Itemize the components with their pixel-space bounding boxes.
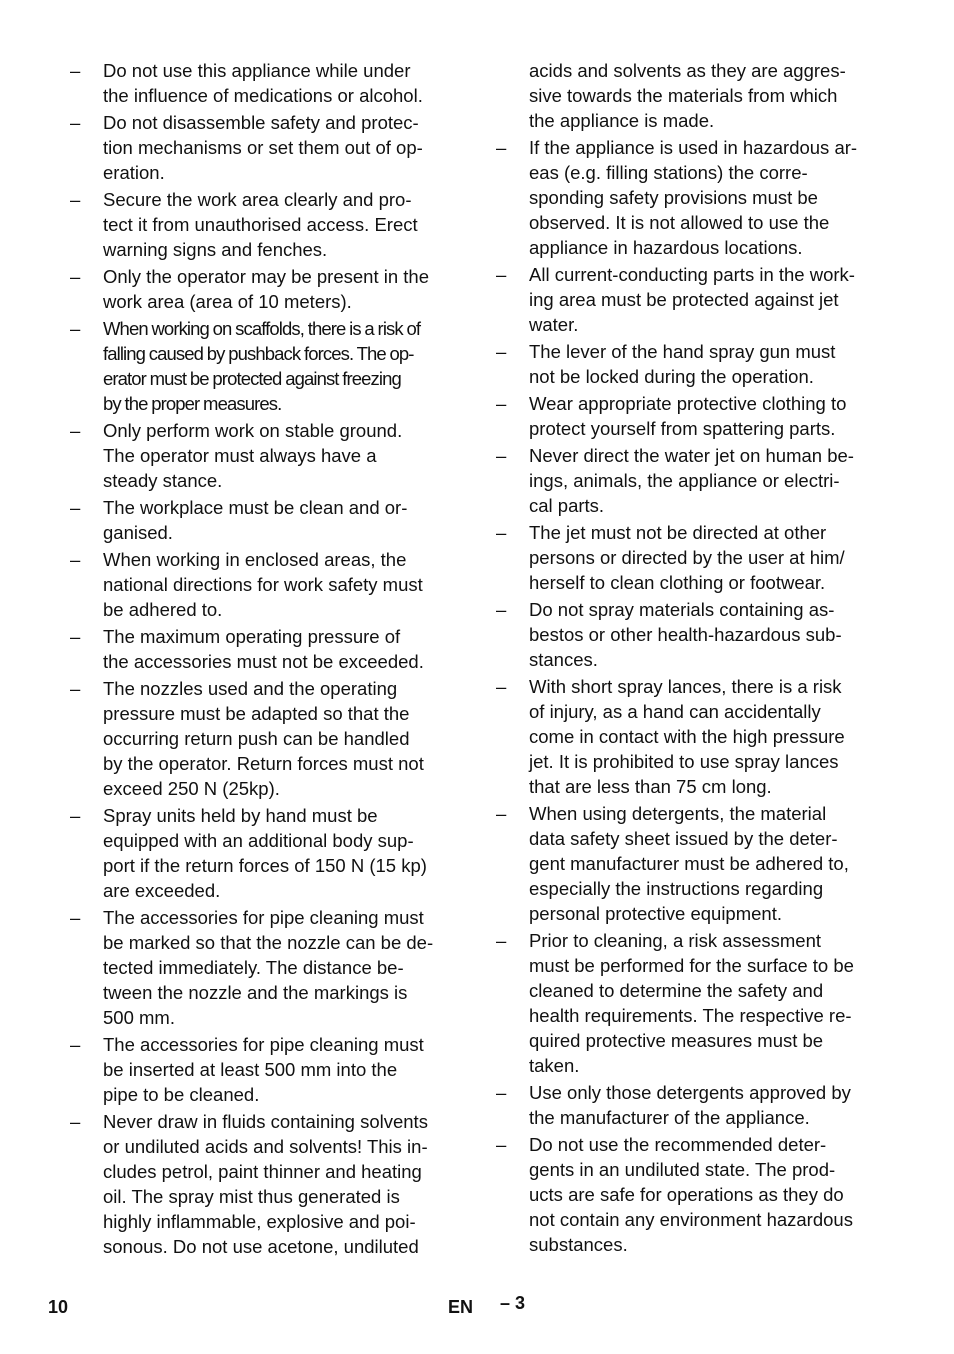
dash-bullet: – <box>496 599 507 620</box>
text-line: tween the nozzle and the markings is <box>103 982 408 1003</box>
dash-bullet: – <box>496 445 507 466</box>
text-line: 500 mm. <box>103 1007 175 1028</box>
text-line: observed. It is not allowed to use the <box>529 212 830 233</box>
bullet-item <box>496 262 896 337</box>
text-line: The maximum operating pressure of <box>103 626 401 647</box>
bullet-item <box>496 1080 896 1130</box>
text-line: are exceeded. <box>103 880 221 901</box>
text-line: tion mechanisms or set them out of op- <box>103 137 423 158</box>
bullet-item <box>496 801 896 926</box>
dash-bullet: – <box>70 420 81 441</box>
dash-bullet: – <box>70 266 81 287</box>
dash-bullet: – <box>496 930 507 951</box>
bullet-item <box>70 803 470 903</box>
text-line: bestos or other health-hazardous sub- <box>529 624 842 645</box>
text-line: substances. <box>529 1234 628 1255</box>
text-line: acids and solvents as they are aggres- <box>529 60 846 81</box>
text-line: Never direct the water jet on human be- <box>529 445 854 466</box>
text-line: The lever of the hand spray gun must <box>529 341 836 362</box>
bullet-item <box>70 1032 470 1107</box>
bullet-item <box>70 58 470 108</box>
dash-bullet: – <box>70 1034 81 1055</box>
text-line: Do not spray materials containing as- <box>529 599 835 620</box>
text-line: The accessories for pipe cleaning must <box>103 1034 424 1055</box>
text-line: health requirements. The respective re- <box>529 1005 852 1026</box>
text-line: Only the operator may be present in the <box>103 266 429 287</box>
bullet-item <box>70 676 470 801</box>
text-line: come in contact with the high pressure <box>529 726 845 747</box>
text-line: of injury, as a hand can accidentally <box>529 701 821 722</box>
dash-bullet: – <box>496 1134 507 1155</box>
bullet-item <box>496 928 896 1078</box>
bullet-item <box>496 391 896 441</box>
text-line: steady stance. <box>103 470 223 491</box>
text-line: not be locked during the operation. <box>529 366 814 387</box>
dash-bullet: – <box>496 393 507 414</box>
text-line: Secure the work area clearly and pro- <box>103 189 412 210</box>
bullet-item <box>70 110 470 185</box>
text-line: the accessories must not be exceeded. <box>103 651 424 672</box>
text-line: sponding safety provisions must be <box>529 187 818 208</box>
dash-bullet: – <box>496 1082 507 1103</box>
text-line: work area (area of 10 meters). <box>103 291 352 312</box>
text-line: cal parts. <box>529 495 605 516</box>
text-line: ings, animals, the appliance or electri- <box>529 470 840 491</box>
dash-bullet: – <box>496 341 507 362</box>
text-line: The operator must always have a <box>103 445 377 466</box>
text-line: water. <box>529 314 579 335</box>
text-line: must be performed for the surface to be <box>529 955 854 976</box>
text-line: erator must be protected against freezing <box>103 368 401 389</box>
text-line: that are less than 75 cm long. <box>529 776 772 797</box>
text-line: tect it from unauthorised access. Erect <box>103 214 418 235</box>
bullet-item <box>496 339 896 389</box>
text-line: the influence of medications or alcohol. <box>103 85 423 106</box>
text-line: When working in enclosed areas, the <box>103 549 407 570</box>
text-line: appliance in hazardous locations. <box>529 237 803 258</box>
text-line: Prior to cleaning, a risk assessment <box>529 930 822 951</box>
dash-bullet: – <box>496 676 507 697</box>
dash-bullet: – <box>496 264 507 285</box>
text-line: not contain any environment hazardous <box>529 1209 853 1230</box>
text-line: ucts are safe for operations as they do <box>529 1184 844 1205</box>
footer-section-number: – 3 <box>500 1293 526 1313</box>
bullet-item <box>70 187 470 262</box>
text-line: All current-conducting parts in the work- <box>529 264 855 285</box>
text-line: Do not use the recommended deter- <box>529 1134 827 1155</box>
bullet-item <box>70 264 470 314</box>
bullet-item <box>70 905 470 1030</box>
text-line: gents in an undiluted state. The prod- <box>529 1159 836 1180</box>
bullet-item <box>496 520 896 595</box>
text-line: The workplace must be clean and or- <box>103 497 408 518</box>
dash-bullet: – <box>70 189 81 210</box>
dash-bullet: – <box>70 1111 81 1132</box>
text-line: the appliance is made. <box>529 110 715 131</box>
page-number: 10 <box>48 1297 69 1317</box>
text-line: If the appliance is used in hazardous ar- <box>529 137 858 158</box>
dash-bullet: – <box>70 318 80 339</box>
text-line: sive towards the materials from which <box>529 85 838 106</box>
text-line: When using detergents, the material <box>529 803 827 824</box>
text-line: persons or directed by the user at him/ <box>529 547 845 568</box>
text-line: The jet must not be directed at other <box>529 522 827 543</box>
text-line: With short spray lances, there is a risk <box>529 676 842 697</box>
text-line: port if the return forces of 150 N (15 kp) <box>103 855 427 876</box>
text-line: ing area must be protected against jet <box>529 289 839 310</box>
text-line: or undiluted acids and solvents! This in- <box>103 1136 428 1157</box>
text-line: Use only those detergents approved by <box>529 1082 851 1103</box>
footer-language: EN <box>448 1297 474 1317</box>
text-line: by the proper measures. <box>103 393 282 414</box>
dash-bullet: – <box>496 137 507 158</box>
bullet-item <box>70 547 470 622</box>
bullet-item <box>496 1132 896 1257</box>
text-line: Spray units held by hand must be <box>103 805 378 826</box>
text-line: Do not disassemble safety and protec- <box>103 112 419 133</box>
continued-paragraph <box>529 58 896 133</box>
text-line: be adhered to. <box>103 599 223 620</box>
dash-bullet: – <box>70 805 81 826</box>
text-line: personal protective equipment. <box>529 903 782 924</box>
bullet-item <box>496 135 896 260</box>
text-line: be inserted at least 500 mm into the <box>103 1059 398 1080</box>
text-line: Never draw in fluids containing solvents <box>103 1111 428 1132</box>
text-line: cludes petrol, paint thinner and heating <box>103 1161 422 1182</box>
text-line: pipe to be cleaned. <box>103 1084 260 1105</box>
bullet-item <box>70 1109 470 1259</box>
text-line: gent manufacturer must be adhered to, <box>529 853 849 874</box>
text-line: data safety sheet issued by the deter- <box>529 828 838 849</box>
dash-bullet: – <box>70 907 81 928</box>
text-line: eas (e.g. filling stations) the corre- <box>529 162 808 183</box>
bullet-item <box>70 316 470 416</box>
text-line: ganised. <box>103 522 173 543</box>
bullet-item <box>70 495 470 545</box>
bullet-item <box>496 443 896 518</box>
text-line: falling caused by pushback forces. The op- <box>103 343 414 364</box>
text-line: herself to clean clothing or footwear. <box>529 572 826 593</box>
text-line: When working on scaffolds, there is a risk of <box>103 318 421 339</box>
text-line: equipped with an additional body sup- <box>103 830 414 851</box>
text-line: tected immediately. The distance be- <box>103 957 404 978</box>
text-line: Only perform work on stable ground. <box>103 420 403 441</box>
text-line: protect yourself from spattering parts. <box>529 418 836 439</box>
text-line: highly inflammable, explosive and poi- <box>103 1211 416 1232</box>
text-line: taken. <box>529 1055 580 1076</box>
text-line: especially the instructions regarding <box>529 878 824 899</box>
dash-bullet: – <box>70 678 81 699</box>
dash-bullet: – <box>70 112 81 133</box>
bullet-item <box>496 597 896 672</box>
text-line: The nozzles used and the operating <box>103 678 398 699</box>
dash-bullet: – <box>70 549 81 570</box>
text-line: The accessories for pipe cleaning must <box>103 907 424 928</box>
text-line: by the operator. Return forces must not <box>103 753 424 774</box>
text-line: stances. <box>529 649 598 670</box>
text-line: warning signs and fenches. <box>103 239 328 260</box>
bullet-item <box>496 674 896 799</box>
dash-bullet: – <box>70 60 81 81</box>
text-line: national directions for work safety must <box>103 574 423 595</box>
text-line: Do not use this appliance while under <box>103 60 411 81</box>
text-line: Wear appropriate protective clothing to <box>529 393 847 414</box>
text-line: cleaned to determine the safety and <box>529 980 824 1001</box>
text-line: eration. <box>103 162 165 183</box>
text-line: exceed 250 N (25kp). <box>103 778 280 799</box>
text-line: the manufacturer of the appliance. <box>529 1107 810 1128</box>
text-line: jet. It is prohibited to use spray lances <box>529 751 839 772</box>
text-line: be marked so that the nozzle can be de- <box>103 932 434 953</box>
dash-bullet: – <box>70 497 81 518</box>
text-line: sonous. Do not use acetone, undiluted <box>103 1236 419 1257</box>
dash-bullet: – <box>70 626 81 647</box>
bullet-item <box>70 418 470 493</box>
text-line: occurring return push can be handled <box>103 728 410 749</box>
dash-bullet: – <box>496 803 507 824</box>
text-line: pressure must be adapted so that the <box>103 703 410 724</box>
left-column <box>70 58 470 1261</box>
text-line: oil. The spray mist thus generated is <box>103 1186 400 1207</box>
bullet-item <box>70 624 470 674</box>
text-line: quired protective measures must be <box>529 1030 824 1051</box>
right-column <box>496 58 896 1259</box>
dash-bullet: – <box>496 522 507 543</box>
